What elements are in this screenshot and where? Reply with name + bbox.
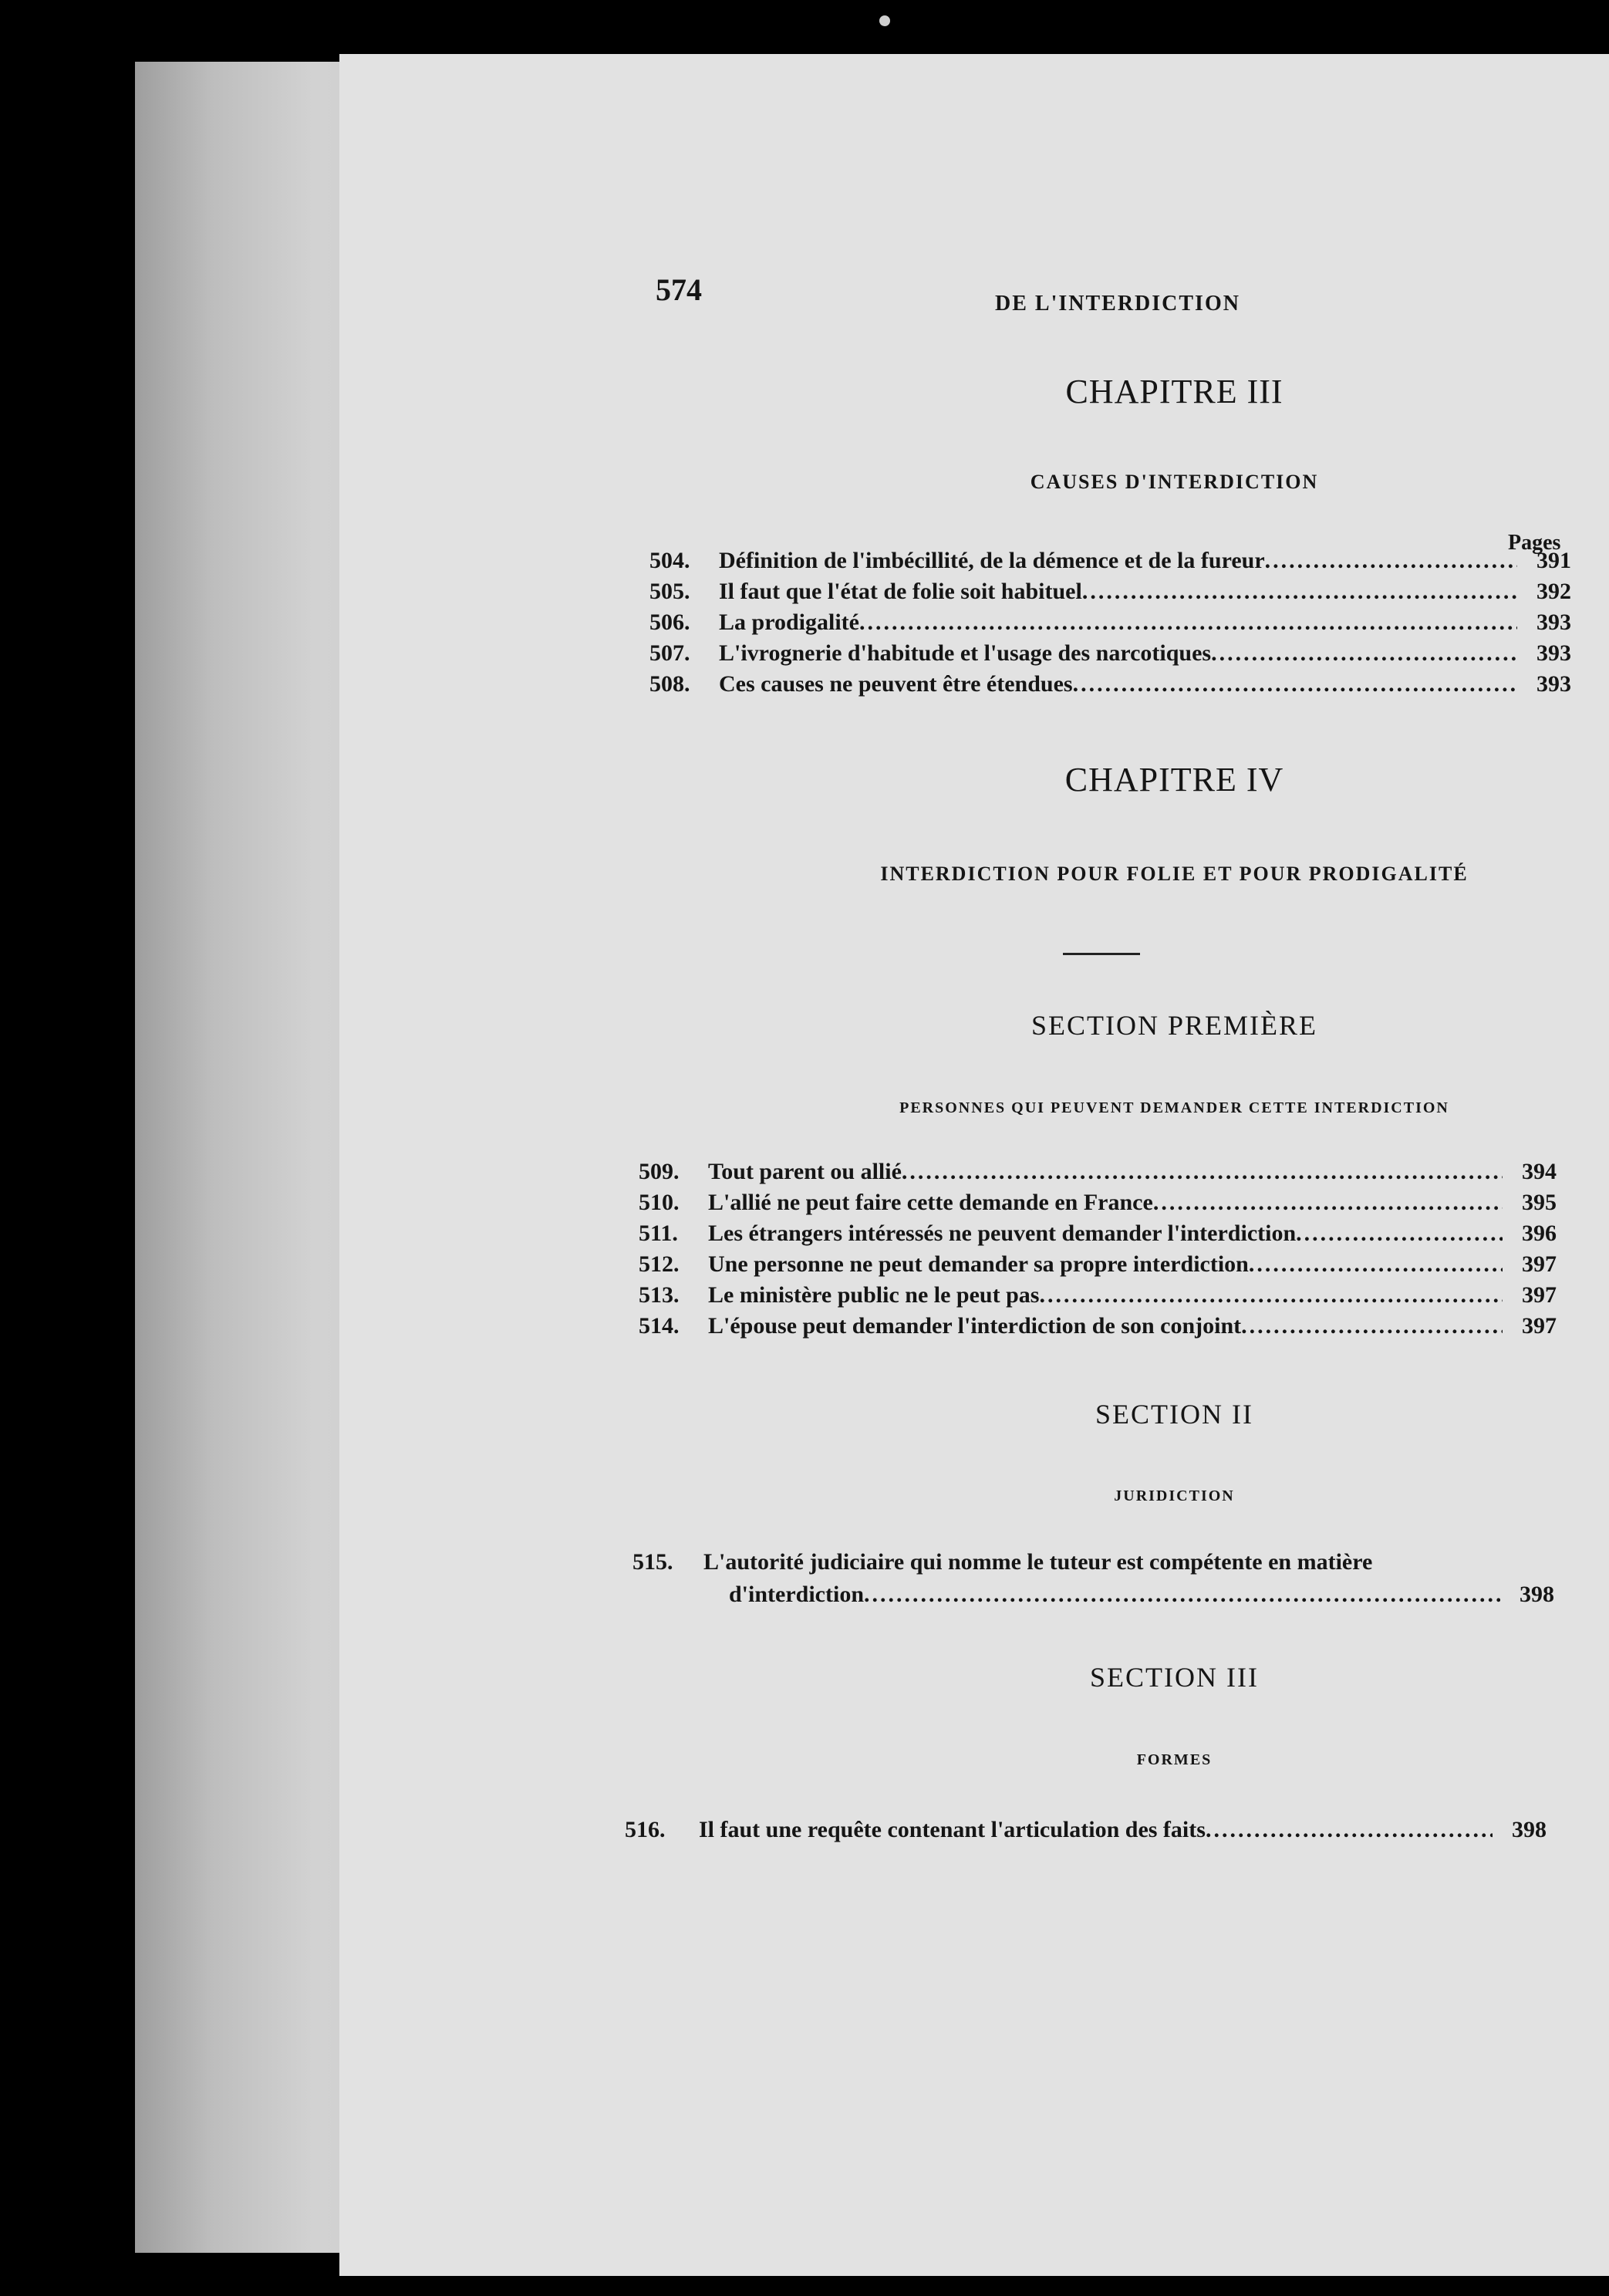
- section-2-title: SECTION II: [1095, 1399, 1253, 1430]
- leader-dots: [1296, 1221, 1503, 1247]
- leader-dots: [1153, 1190, 1503, 1216]
- toc-entry: [639, 1190, 1557, 1216]
- entry-continuation: [729, 1582, 1554, 1608]
- entry-text: Il faut que l'état de folie soit habituel: [719, 579, 1082, 604]
- toc-entry: [649, 548, 1571, 574]
- entry-page: 396: [1522, 1221, 1557, 1246]
- entry-text: Tout parent ou allié: [708, 1159, 902, 1184]
- entry-page: 393: [1536, 671, 1571, 697]
- entry-page: 391: [1536, 548, 1571, 573]
- entry-page: 393: [1536, 640, 1571, 666]
- entry-number: 515.: [632, 1549, 673, 1575]
- leader-dots: [1082, 579, 1517, 605]
- section-3-title: SECTION III: [1090, 1662, 1259, 1693]
- section-3-subtitle: FORMES: [1136, 1751, 1213, 1768]
- entry-page: 395: [1522, 1190, 1557, 1215]
- toc-entry: [649, 609, 1571, 636]
- entry-page: 393: [1536, 609, 1571, 635]
- toc-entry: [639, 1159, 1557, 1185]
- entry-page: 397: [1522, 1313, 1557, 1339]
- entry-number: 516.: [625, 1817, 666, 1842]
- page-number: 574: [656, 272, 702, 307]
- entry-number: 506.: [649, 609, 690, 635]
- entry-page: 392: [1536, 579, 1571, 604]
- entry-text: L'épouse peut demander l'interdiction de son conjoint: [708, 1313, 1242, 1339]
- leader-dots: [1206, 1817, 1493, 1843]
- entry-text: Il faut une requête contenant l'articulation des faits: [699, 1817, 1206, 1842]
- chapter-4-subtitle: INTERDICTION POUR FOLIE ET POUR PRODIGALITÉ: [880, 863, 1469, 885]
- entry-number: 514.: [639, 1313, 680, 1339]
- toc-entry: [639, 1313, 1557, 1339]
- toc-entry: [639, 1251, 1557, 1278]
- chapter-4-title: CHAPITRE IV: [1064, 761, 1284, 799]
- entry-text-line2: d'interdiction: [729, 1582, 865, 1607]
- entry-number: 509.: [639, 1159, 680, 1184]
- leader-dots: [859, 609, 1517, 636]
- toc-entry: [649, 640, 1571, 667]
- toc-entry: [649, 671, 1571, 697]
- entry-page: 398: [1520, 1582, 1554, 1607]
- leader-dots: [864, 1582, 1500, 1608]
- leader-dots: [1073, 671, 1517, 697]
- entry-number: 505.: [649, 579, 690, 604]
- leader-dots: [1265, 548, 1517, 574]
- pages-column-label: Pages: [1508, 531, 1561, 555]
- entry-page: 398: [1512, 1817, 1547, 1842]
- entry-page: 394: [1522, 1159, 1557, 1184]
- entry-text: La prodigalité: [719, 609, 859, 635]
- leader-dots: [1249, 1251, 1503, 1278]
- toc-entry: [639, 1221, 1557, 1247]
- leader-dots: [1211, 640, 1517, 667]
- toc-entry: [649, 579, 1571, 605]
- entry-text: Une personne ne peut demander sa propre interdiction: [708, 1251, 1249, 1277]
- section-divider: [1063, 953, 1140, 955]
- toc-entry: [625, 1817, 1547, 1843]
- entry-text-line1: L'autorité judiciaire qui nomme le tuteur est compétente en matière: [703, 1549, 1373, 1575]
- chapter-3-subtitle: CAUSES D'INTERDICTION: [1030, 471, 1319, 493]
- entry-text: L'allié ne peut faire cette demande en France: [708, 1190, 1153, 1215]
- section-1-title: SECTION PREMIÈRE: [1031, 1010, 1317, 1041]
- entry-number: 511.: [639, 1221, 678, 1246]
- entry-text: Définition de l'imbécillité, de la démence et de la fureur: [719, 548, 1265, 573]
- section-2-subtitle: JURIDICTION: [1114, 1487, 1235, 1504]
- section-1-subtitle: PERSONNES QUI PEUVENT DEMANDER CETTE INTERDICTION: [899, 1099, 1449, 1116]
- entry-page: 397: [1522, 1251, 1557, 1277]
- entry-number: 512.: [639, 1251, 680, 1277]
- entry-text: Ces causes ne peuvent être étendues: [719, 671, 1073, 697]
- chapter-3-title: CHAPITRE III: [1065, 373, 1283, 410]
- dust-speck: [879, 15, 890, 26]
- leader-dots: [1039, 1282, 1503, 1308]
- entry-number: 513.: [639, 1282, 680, 1308]
- entry-number: 504.: [649, 548, 690, 573]
- leader-dots: [902, 1159, 1503, 1185]
- entry-number: 510.: [639, 1190, 680, 1215]
- toc-entry-multiline: [632, 1549, 1554, 1607]
- entry-number: 507.: [649, 640, 690, 666]
- running-title: DE L'INTERDICTION: [995, 292, 1240, 316]
- toc-entry: [639, 1282, 1557, 1308]
- entry-number: 508.: [649, 671, 690, 697]
- entry-text: Les étrangers intéressés ne peuvent demander l'interdiction: [708, 1221, 1297, 1246]
- leader-dots: [1241, 1313, 1503, 1339]
- entry-page: 397: [1522, 1282, 1557, 1308]
- entry-text: Le ministère public ne le peut pas: [708, 1282, 1040, 1308]
- entry-text: L'ivrognerie d'habitude et l'usage des narcotiques: [719, 640, 1212, 666]
